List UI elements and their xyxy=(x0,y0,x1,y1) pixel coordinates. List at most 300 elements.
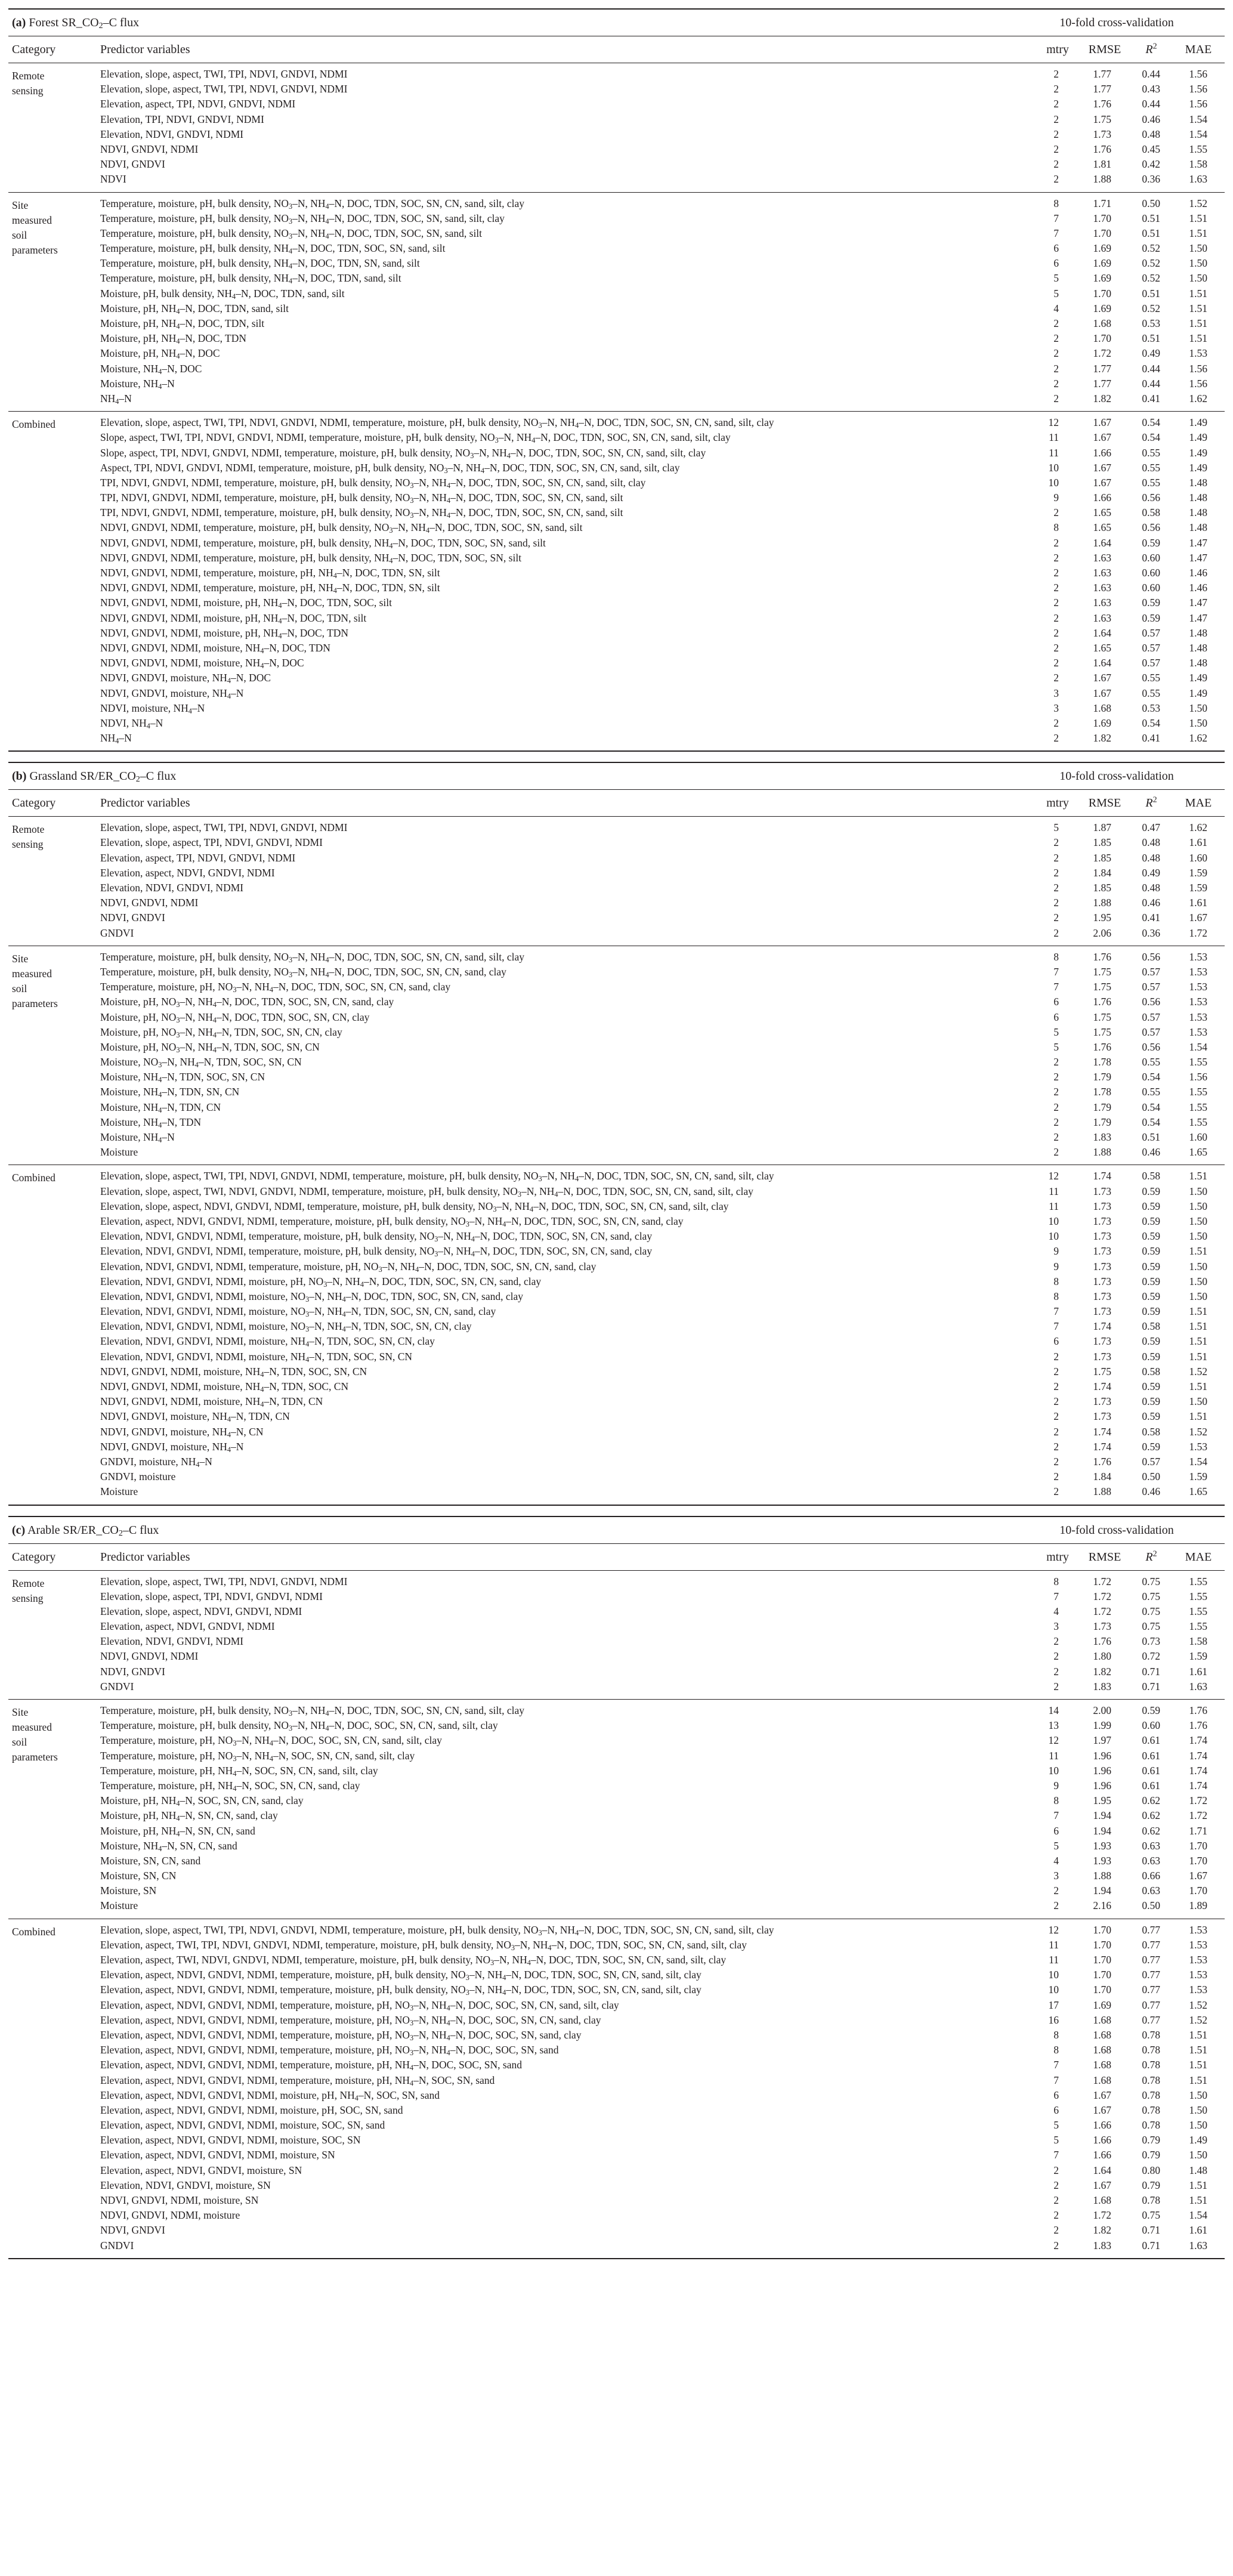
category-label: Site measured soil parameters xyxy=(12,952,58,1009)
predictor-variables: Moisture, $NH_4-N$, SN, CN, sand xyxy=(100,1839,237,1853)
header-r2: $R^2$ xyxy=(1145,795,1157,810)
rmse-value: 1.73 xyxy=(1093,1185,1111,1197)
mae-value: 1.47 xyxy=(1189,536,1207,549)
predictor-variables: Moisture, pH, $NO_3-N$, $NH_4-N$, DOC, TDN, SOC, SN, CN, sand, clay xyxy=(100,996,394,1009)
predictor-variables: Elevation, slope, aspect, TWI, TPI, NDVI, GNDVI, NDMI xyxy=(100,1575,348,1587)
mtry-value: 2 xyxy=(1053,1485,1059,1498)
mae-value: 1.51 xyxy=(1189,1380,1207,1392)
table-row xyxy=(8,505,1225,520)
rmse-value: 1.84 xyxy=(1093,866,1111,879)
mtry-value: 6 xyxy=(1053,257,1059,270)
mae-value: 1.53 xyxy=(1189,981,1207,993)
mae-value: 1.51 xyxy=(1189,287,1207,299)
mae-value: 1.51 xyxy=(1189,1350,1207,1363)
mtry-value: 2 xyxy=(1053,1365,1059,1377)
rmse-value: 1.63 xyxy=(1093,611,1111,624)
r2-value: 0.57 xyxy=(1142,641,1160,654)
table-row xyxy=(8,2223,1225,2238)
mtry-value: 4 xyxy=(1053,1605,1059,1617)
rmse-value: 1.94 xyxy=(1093,1809,1111,1822)
r2-value: 0.75 xyxy=(1142,1590,1160,1602)
r2-value: 0.78 xyxy=(1142,2119,1160,2132)
mae-value: 1.47 xyxy=(1189,597,1207,609)
mae-value: 1.53 xyxy=(1189,1938,1207,1951)
mtry-value: 8 xyxy=(1053,2028,1059,2041)
rmse-value: 1.63 xyxy=(1093,582,1111,594)
rmse-value: 1.73 xyxy=(1093,1245,1111,1258)
table-row xyxy=(8,1229,1225,1244)
mae-value: 1.54 xyxy=(1189,1040,1207,1053)
r2-value: 0.58 xyxy=(1142,506,1160,519)
predictor-variables: Elevation, slope, aspect, TPI, NDVI, GNDVI, NDMI xyxy=(100,1590,323,1602)
table-row xyxy=(8,1145,1225,1160)
r2-value: 0.59 xyxy=(1142,1200,1160,1212)
r2-value: 0.51 xyxy=(1142,287,1160,299)
header-r2: $R^2$ xyxy=(1145,42,1157,56)
table-row xyxy=(8,446,1225,461)
rmse-value: 1.65 xyxy=(1093,521,1111,534)
mae-value: 1.55 xyxy=(1189,1086,1207,1098)
mae-value: 1.50 xyxy=(1189,2104,1207,2116)
table-row xyxy=(8,731,1225,746)
mtry-value: 10 xyxy=(1048,1984,1059,1996)
mtry-value: 8 xyxy=(1053,1290,1059,1302)
predictor-variables: Temperature, moisture, pH, $NO_3-N$, $NH_4-N$, DOC, SOC, SN, CN, sand, silt, clay xyxy=(100,1734,442,1748)
mtry-value: 2 xyxy=(1053,317,1059,329)
table-row xyxy=(8,1214,1225,1229)
r2-value: 0.48 xyxy=(1142,128,1160,140)
table-row xyxy=(8,1649,1225,1664)
mtry-value: 7 xyxy=(1053,2074,1059,2086)
mtry-value: 2 xyxy=(1053,597,1059,609)
mae-value: 1.67 xyxy=(1189,912,1207,924)
mae-value: 1.56 xyxy=(1189,83,1207,95)
r2-value: 0.59 xyxy=(1142,1245,1160,1258)
rmse-value: 1.78 xyxy=(1093,1086,1111,1098)
predictor-variables: Elevation, NDVI, GNDVI, NDMI, temperature, moisture, pH, bulk density, $NO_3-N$, $NH_4-N$, DOC, TDN, SOC, SN, CN, sand, clay xyxy=(100,1245,653,1259)
mtry-value: 7 xyxy=(1053,965,1059,978)
r2-value: 0.56 xyxy=(1142,950,1160,963)
r2-value: 0.79 xyxy=(1142,2134,1160,2146)
mtry-value: 2 xyxy=(1053,1899,1059,1912)
r2-value: 0.54 xyxy=(1142,416,1160,429)
header-mae: MAE xyxy=(1185,796,1212,810)
mtry-value: 2 xyxy=(1053,1086,1059,1098)
r2-value: 0.78 xyxy=(1142,2194,1160,2206)
r2-value: 0.77 xyxy=(1142,1999,1160,2011)
table-row xyxy=(8,196,1225,211)
rmse-value: 1.65 xyxy=(1093,506,1111,519)
r2-value: 0.46 xyxy=(1142,897,1160,909)
table-row xyxy=(8,67,1225,82)
panel-table-c xyxy=(8,1516,1225,2259)
mae-value: 1.61 xyxy=(1189,897,1207,909)
rmse-value: 1.67 xyxy=(1093,416,1111,429)
mtry-value: 10 xyxy=(1048,461,1059,474)
mae-value: 1.59 xyxy=(1189,882,1207,894)
rmse-value: 1.95 xyxy=(1093,1794,1111,1807)
table-row xyxy=(8,1379,1225,1394)
rmse-value: 1.68 xyxy=(1093,702,1111,714)
mae-value: 1.54 xyxy=(1189,113,1207,125)
rmse-value: 1.73 xyxy=(1093,1410,1111,1423)
header-category: Category xyxy=(12,43,56,56)
r2-value: 0.62 xyxy=(1142,1809,1160,1822)
table-row xyxy=(8,1898,1225,1913)
predictor-variables: Moisture, $NO_3-N$, $NH_4-N$, TDN, SOC, SN, CN xyxy=(100,1056,302,1070)
rmse-value: 1.79 xyxy=(1093,1116,1111,1128)
table-row xyxy=(8,97,1225,112)
r2-value: 0.48 xyxy=(1142,836,1160,849)
mae-value: 1.48 xyxy=(1189,506,1207,519)
rmse-value: 1.67 xyxy=(1093,461,1111,474)
table-row xyxy=(8,866,1225,881)
mae-value: 1.50 xyxy=(1189,1395,1207,1408)
r2-value: 0.56 xyxy=(1142,521,1160,534)
predictor-variables: $NH_4-N$ xyxy=(100,392,132,406)
table-row xyxy=(8,112,1225,127)
r2-value: 0.57 xyxy=(1142,626,1160,639)
mtry-value: 10 xyxy=(1048,1230,1059,1243)
mae-value: 1.50 xyxy=(1189,2089,1207,2101)
predictor-variables: Elevation, aspect, NDVI, GNDVI, NDMI, moisture, SOC, SN xyxy=(100,2134,361,2146)
r2-value: 0.75 xyxy=(1142,1620,1160,1633)
predictor-variables: Moisture, pH, $NH_4-N$, SOC, SN, CN, sand, clay xyxy=(100,1794,304,1808)
mae-value: 1.55 xyxy=(1189,1116,1207,1128)
r2-value: 0.61 xyxy=(1142,1764,1160,1777)
mtry-value: 3 xyxy=(1053,1870,1059,1882)
rmse-value: 1.88 xyxy=(1093,1485,1111,1498)
table-row xyxy=(8,430,1225,445)
mtry-value: 10 xyxy=(1048,1969,1059,1981)
predictor-variables: Elevation, aspect, NDVI, GNDVI, NDMI, moisture, SOC, SN, sand xyxy=(100,2119,385,2132)
mae-value: 1.56 xyxy=(1189,98,1207,110)
rmse-value: 1.67 xyxy=(1093,2179,1111,2191)
rmse-value: 1.83 xyxy=(1093,1131,1111,1143)
mtry-value: 2 xyxy=(1053,68,1059,80)
panel-title: (c) Arable $SR/ER\_CO_2-C$ flux xyxy=(12,1523,159,1538)
r2-value: 0.57 xyxy=(1142,657,1160,669)
r2-value: 0.77 xyxy=(1142,1954,1160,1966)
table-row xyxy=(8,1883,1225,1898)
rmse-value: 1.80 xyxy=(1093,1650,1111,1663)
mtry-value: 2 xyxy=(1053,897,1059,909)
mae-value: 1.74 xyxy=(1189,1734,1207,1747)
header-mtry: mtry xyxy=(1046,43,1069,56)
mtry-value: 6 xyxy=(1053,1011,1059,1023)
r2-value: 0.49 xyxy=(1142,866,1160,879)
r2-value: 0.59 xyxy=(1142,1185,1160,1197)
mae-value: 1.61 xyxy=(1189,1665,1207,1678)
r2-value: 0.54 xyxy=(1142,1101,1160,1113)
mae-value: 1.46 xyxy=(1189,567,1207,579)
header-mtry: mtry xyxy=(1046,1550,1069,1564)
predictor-variables: NDVI, GNDVI, moisture, $NH_4-N$ xyxy=(100,1440,244,1454)
mtry-value: 9 xyxy=(1053,492,1059,504)
header-mae: MAE xyxy=(1185,1550,1212,1564)
rmse-value: 1.63 xyxy=(1093,597,1111,609)
predictor-variables: Moisture, SN, CN, sand xyxy=(100,1854,201,1867)
mae-value: 1.65 xyxy=(1189,1146,1207,1159)
table-row xyxy=(8,271,1225,286)
predictor-variables: Moisture, pH, $NH_4-N$, DOC xyxy=(100,347,220,361)
rmse-value: 1.76 xyxy=(1093,1455,1111,1468)
table-row xyxy=(8,1244,1225,1259)
mtry-value: 2 xyxy=(1053,2164,1059,2176)
r2-value: 0.54 xyxy=(1142,1116,1160,1128)
mae-value: 1.51 xyxy=(1189,2074,1207,2086)
r2-value: 0.60 xyxy=(1142,582,1160,594)
r2-value: 0.59 xyxy=(1142,1335,1160,1348)
mae-value: 1.50 xyxy=(1189,257,1207,270)
predictor-variables: Elevation, slope, aspect, TWI, TPI, NDVI, GNDVI, NDMI, temperature, moisture, pH, bulk density, $NO_3-N$, $NH_4-N$, DOC, TDN, SOC, SN, CN, sand, silt, clay xyxy=(100,1170,774,1184)
table-row xyxy=(8,127,1225,142)
mtry-value: 2 xyxy=(1053,1116,1059,1128)
mae-value: 1.52 xyxy=(1189,197,1207,209)
predictor-variables: Elevation, slope, aspect, TWI, TPI, NDVI, GNDVI, NDMI, temperature, moisture, pH, bulk density, $NO_3-N$, $NH_4-N$, DOC, TDN, SOC, SN, CN, sand, silt, clay xyxy=(100,1923,774,1937)
mtry-value: 2 xyxy=(1053,926,1059,939)
mtry-value: 8 xyxy=(1053,950,1059,963)
r2-value: 0.77 xyxy=(1142,2013,1160,2026)
mtry-value: 8 xyxy=(1053,1275,1059,1287)
mtry-value: 2 xyxy=(1053,98,1059,110)
category-label: Remote sensing xyxy=(12,823,45,851)
mtry-value: 14 xyxy=(1048,1704,1059,1716)
predictor-variables: Temperature, moisture, pH, $NH_4-N$, SOC, SN, CN, sand, silt, clay xyxy=(100,1764,378,1778)
category-label: Remote sensing xyxy=(12,1577,45,1604)
rmse-value: 1.84 xyxy=(1093,1471,1111,1483)
rmse-value: 1.69 xyxy=(1093,302,1111,314)
predictor-variables: Moisture xyxy=(100,1899,138,1912)
predictor-variables: NDVI, GNDVI xyxy=(100,2224,165,2237)
r2-value: 0.78 xyxy=(1142,2089,1160,2101)
r2-value: 0.59 xyxy=(1142,1350,1160,1363)
mae-value: 1.53 xyxy=(1189,1984,1207,1996)
predictor-variables: NDVI, GNDVI, NDMI, temperature, moisture, pH, $NH_4-N$, DOC, TDN, SN, silt xyxy=(100,582,440,595)
table-row xyxy=(8,1808,1225,1823)
rmse-value: 1.88 xyxy=(1093,1870,1111,1882)
mae-value: 1.51 xyxy=(1189,1320,1207,1333)
predictor-variables: Moisture, pH, $NH_4-N$, SN, CN, sand, clay xyxy=(100,1809,278,1823)
table-row xyxy=(8,1085,1225,1099)
mae-value: 1.55 xyxy=(1189,143,1207,155)
mae-value: 1.59 xyxy=(1189,1471,1207,1483)
predictor-variables: Moisture, pH, $NO_3-N$, $NH_4-N$, TDN, SOC, SN, CN xyxy=(100,1040,320,1054)
mtry-value: 6 xyxy=(1053,242,1059,255)
predictor-variables: Elevation, aspect, NDVI, GNDVI, NDMI, temperature, moisture, pH, bulk density, $NO_3-N$, $NH_4-N$, DOC, TDN, SOC, SN, CN, sand, silt, clay xyxy=(100,1984,702,1997)
r2-value: 0.58 xyxy=(1142,1320,1160,1333)
mtry-value: 8 xyxy=(1053,521,1059,534)
predictor-variables: Elevation, aspect, NDVI, GNDVI, NDMI, temperature, moisture, pH, $NH_4-N$, SOC, SN, sand xyxy=(100,2074,495,2087)
predictor-variables: NDVI, GNDVI, NDMI, moisture, pH, $NH_4-N$, DOC, TDN, silt xyxy=(100,611,367,625)
r2-value: 0.59 xyxy=(1142,1395,1160,1408)
category-group xyxy=(8,1165,1225,1505)
mae-value: 1.70 xyxy=(1189,1854,1207,1867)
category-label: Combined xyxy=(12,1925,55,1938)
mtry-value: 2 xyxy=(1053,1650,1059,1663)
r2-value: 0.55 xyxy=(1142,446,1160,459)
mtry-value: 2 xyxy=(1053,672,1059,684)
predictor-variables: NDVI, moisture, $NH_4-N$ xyxy=(100,702,205,715)
r2-value: 0.78 xyxy=(1142,2044,1160,2056)
rmse-value: 1.67 xyxy=(1093,2104,1111,2116)
header-rmse: RMSE xyxy=(1088,1550,1121,1564)
mtry-value: 7 xyxy=(1053,1320,1059,1333)
predictor-variables: Elevation, aspect, NDVI, GNDVI, NDMI, temperature, moisture, pH, $NO_3-N$, $NH_4-N$, DOC, SOC, SN, sand xyxy=(100,2044,559,2058)
table-row xyxy=(8,656,1225,671)
table-row xyxy=(8,1923,1225,1938)
mae-value: 1.47 xyxy=(1189,611,1207,624)
table-row xyxy=(8,331,1225,346)
r2-value: 0.44 xyxy=(1142,68,1160,80)
rmse-value: 1.75 xyxy=(1093,1365,1111,1377)
mae-value: 1.76 xyxy=(1189,1704,1207,1716)
mae-value: 1.54 xyxy=(1189,1455,1207,1468)
header-predictors: Predictor variables xyxy=(100,796,190,810)
mtry-value: 2 xyxy=(1053,377,1059,390)
mtry-value: 2 xyxy=(1053,173,1059,186)
table-row xyxy=(8,611,1225,626)
rmse-value: 1.85 xyxy=(1093,882,1111,894)
predictor-variables: Aspect, TPI, NDVI, GNDVI, NDMI, temperature, moisture, pH, bulk density, $NO_3-N$, $NH_4-N$, DOC, TDN, SOC, SN, CN, sand, silt, clay xyxy=(100,461,680,475)
mtry-value: 2 xyxy=(1053,1146,1059,1159)
table-row xyxy=(8,256,1225,271)
category-label: Remote sensing xyxy=(12,70,45,97)
mae-value: 1.50 xyxy=(1189,242,1207,255)
mtry-value: 2 xyxy=(1053,1680,1059,1692)
r2-value: 0.60 xyxy=(1142,1719,1160,1732)
category-group xyxy=(8,1571,1225,1700)
predictor-variables: NDVI, $NH_4-N$ xyxy=(100,716,163,730)
r2-value: 0.57 xyxy=(1142,1455,1160,1468)
mae-value: 1.53 xyxy=(1189,965,1207,978)
predictor-variables: Elevation, slope, aspect, TWI, TPI, NDVI, GNDVI, NDMI, temperature, moisture, pH, bulk density, $NO_3-N$, $NH_4-N$, DOC, TDN, SOC, SN, CN, sand, silt, clay xyxy=(100,416,774,430)
predictor-variables: Elevation, slope, aspect, TWI, TPI, NDVI, GNDVI, NDMI xyxy=(100,83,348,95)
mtry-value: 2 xyxy=(1053,1101,1059,1113)
mtry-value: 2 xyxy=(1053,1395,1059,1408)
rmse-value: 1.83 xyxy=(1093,1680,1111,1692)
predictor-variables: Moisture, $NH_4-N$, TDN, SOC, SN, CN xyxy=(100,1071,265,1085)
rmse-value: 1.67 xyxy=(1093,687,1111,699)
mtry-value: 3 xyxy=(1053,687,1059,699)
predictor-variables: Moisture, pH, $NH_4-N$, SN, CN, sand xyxy=(100,1824,255,1838)
predictor-variables: Elevation, aspect, NDVI, GNDVI, NDMI, temperature, moisture, pH, $NO_3-N$, $NH_4-N$, DOC, SOC, SN, CN, sand, silt, clay xyxy=(100,1999,619,2012)
panel-title-row xyxy=(8,762,1225,790)
rmse-value: 1.75 xyxy=(1093,981,1111,993)
r2-value: 0.61 xyxy=(1142,1779,1160,1792)
table-row xyxy=(8,1130,1225,1145)
table-row xyxy=(8,475,1225,490)
predictor-variables: Elevation, aspect, NDVI, GNDVI, NDMI, temperature, moisture, pH, bulk density, $NO_3-N$, $NH_4-N$, DOC, TDN, SOC, SN, CN, sand, silt, clay xyxy=(100,1969,702,1982)
predictor-variables: Temperature, moisture, pH, bulk density, $NO_3-N$, $NH_4-N$, DOC, SOC, SN, CN, sand, silt, clay xyxy=(100,1719,498,1733)
predictor-variables: Elevation, slope, aspect, NDVI, GNDVI, NDMI, temperature, moisture, pH, bulk density, $NO_3-N$, $NH_4-N$, DOC, TDN, SOC, SN, CN, sand, silt, clay xyxy=(100,1200,729,1213)
table-row xyxy=(8,1998,1225,2013)
mtry-value: 2 xyxy=(1053,362,1059,375)
mtry-value: 2 xyxy=(1053,732,1059,745)
r2-value: 0.62 xyxy=(1142,1824,1160,1837)
category-group xyxy=(8,1700,1225,1919)
r2-value: 0.77 xyxy=(1142,1969,1160,1981)
mae-value: 1.56 xyxy=(1189,68,1207,80)
mae-value: 1.51 xyxy=(1189,1335,1207,1348)
rmse-value: 1.73 xyxy=(1093,1230,1111,1243)
rmse-value: 1.68 xyxy=(1093,2013,1111,2026)
r2-value: 0.78 xyxy=(1142,2059,1160,2071)
rmse-value: 1.70 xyxy=(1093,332,1111,345)
rmse-value: 1.94 xyxy=(1093,1885,1111,1897)
rmse-value: 1.69 xyxy=(1093,257,1111,270)
rmse-value: 1.69 xyxy=(1093,1999,1111,2011)
table-row xyxy=(8,226,1225,241)
table-row xyxy=(8,1664,1225,1679)
mtry-value: 2 xyxy=(1053,536,1059,549)
table-row xyxy=(8,1055,1225,1070)
predictor-variables: Moisture, pH, $NO_3-N$, $NH_4-N$, DOC, TDN, SOC, SN, CN, clay xyxy=(100,1011,370,1024)
cv-label: 10-fold cross-validation xyxy=(1059,1523,1174,1537)
rmse-value: 1.88 xyxy=(1093,1146,1111,1159)
predictor-variables: NDVI, GNDVI, NDMI xyxy=(100,897,199,909)
rmse-value: 1.76 xyxy=(1093,98,1111,110)
rmse-value: 1.69 xyxy=(1093,716,1111,729)
mtry-value: 2 xyxy=(1053,332,1059,345)
predictor-variables: NDVI, GNDVI, NDMI, temperature, moisture, pH, bulk density, $NO_3-N$, $NH_4-N$, DOC, TDN, SOC, SN, sand, silt xyxy=(100,521,583,535)
table-row xyxy=(8,1304,1225,1319)
mae-value: 1.65 xyxy=(1189,1485,1207,1498)
mtry-value: 10 xyxy=(1048,1764,1059,1777)
mtry-value: 6 xyxy=(1053,996,1059,1008)
header-category: Category xyxy=(12,796,56,810)
predictor-variables: Elevation, NDVI, GNDVI, NDMI, moisture, $NH_4-N$, TDN, SOC, SN, CN, clay xyxy=(100,1335,435,1349)
rmse-value: 1.77 xyxy=(1093,83,1111,95)
predictor-variables: Elevation, aspect, NDVI, GNDVI, NDMI, temperature, moisture, pH, $NO_3-N$, $NH_4-N$, DOC, SOC, SN, CN, sand, clay xyxy=(100,2013,601,2027)
mtry-value: 2 xyxy=(1053,1635,1059,1648)
mtry-value: 6 xyxy=(1053,2089,1059,2101)
mae-value: 1.51 xyxy=(1189,317,1207,329)
table-row xyxy=(8,1289,1225,1304)
r2-value: 0.50 xyxy=(1142,1471,1160,1483)
table-row xyxy=(8,362,1225,376)
table-row xyxy=(8,211,1225,226)
rmse-value: 1.74 xyxy=(1093,1425,1111,1438)
r2-value: 0.56 xyxy=(1142,492,1160,504)
mae-value: 1.67 xyxy=(1189,1870,1207,1882)
mae-value: 1.49 xyxy=(1189,672,1207,684)
r2-value: 0.72 xyxy=(1142,1650,1160,1663)
rmse-value: 1.67 xyxy=(1093,431,1111,444)
table-row xyxy=(8,1100,1225,1115)
mae-value: 1.51 xyxy=(1189,227,1207,239)
mae-value: 1.56 xyxy=(1189,362,1207,375)
mtry-value: 5 xyxy=(1053,272,1059,285)
table-row xyxy=(8,1679,1225,1694)
predictor-variables: Temperature, moisture, pH, $NO_3-N$, $NH_4-N$, DOC, TDN, SOC, SN, CN, sand, clay xyxy=(100,981,451,994)
predictor-variables: Elevation, NDVI, GNDVI, NDMI, temperature, moisture, pH, bulk density, $NO_3-N$, $NH_4-N$, DOC, TDN, SOC, SN, CN, sand, clay xyxy=(100,1230,653,1244)
predictor-variables: $NH_4-N$ xyxy=(100,732,132,746)
table-row xyxy=(8,965,1225,980)
rmse-value: 1.70 xyxy=(1093,212,1111,224)
rmse-value: 1.96 xyxy=(1093,1749,1111,1762)
table-row xyxy=(8,301,1225,316)
mae-value: 1.53 xyxy=(1189,1440,1207,1453)
r2-value: 0.61 xyxy=(1142,1749,1160,1762)
mtry-value: 12 xyxy=(1048,1170,1059,1182)
predictor-variables: Elevation, slope, aspect, TWI, TPI, NDVI, GNDVI, NDMI xyxy=(100,821,348,834)
category-label: Site measured soil parameters xyxy=(12,199,58,256)
mae-value: 1.50 xyxy=(1189,272,1207,285)
r2-value: 0.46 xyxy=(1142,1146,1160,1159)
predictor-variables: NDVI, GNDVI, NDMI, moisture, $NH_4-N$, TDN, SOC, SN, CN xyxy=(100,1365,367,1379)
predictor-variables: NDVI, GNDVI, NDMI, moisture, $NH_4-N$, DOC xyxy=(100,657,304,671)
